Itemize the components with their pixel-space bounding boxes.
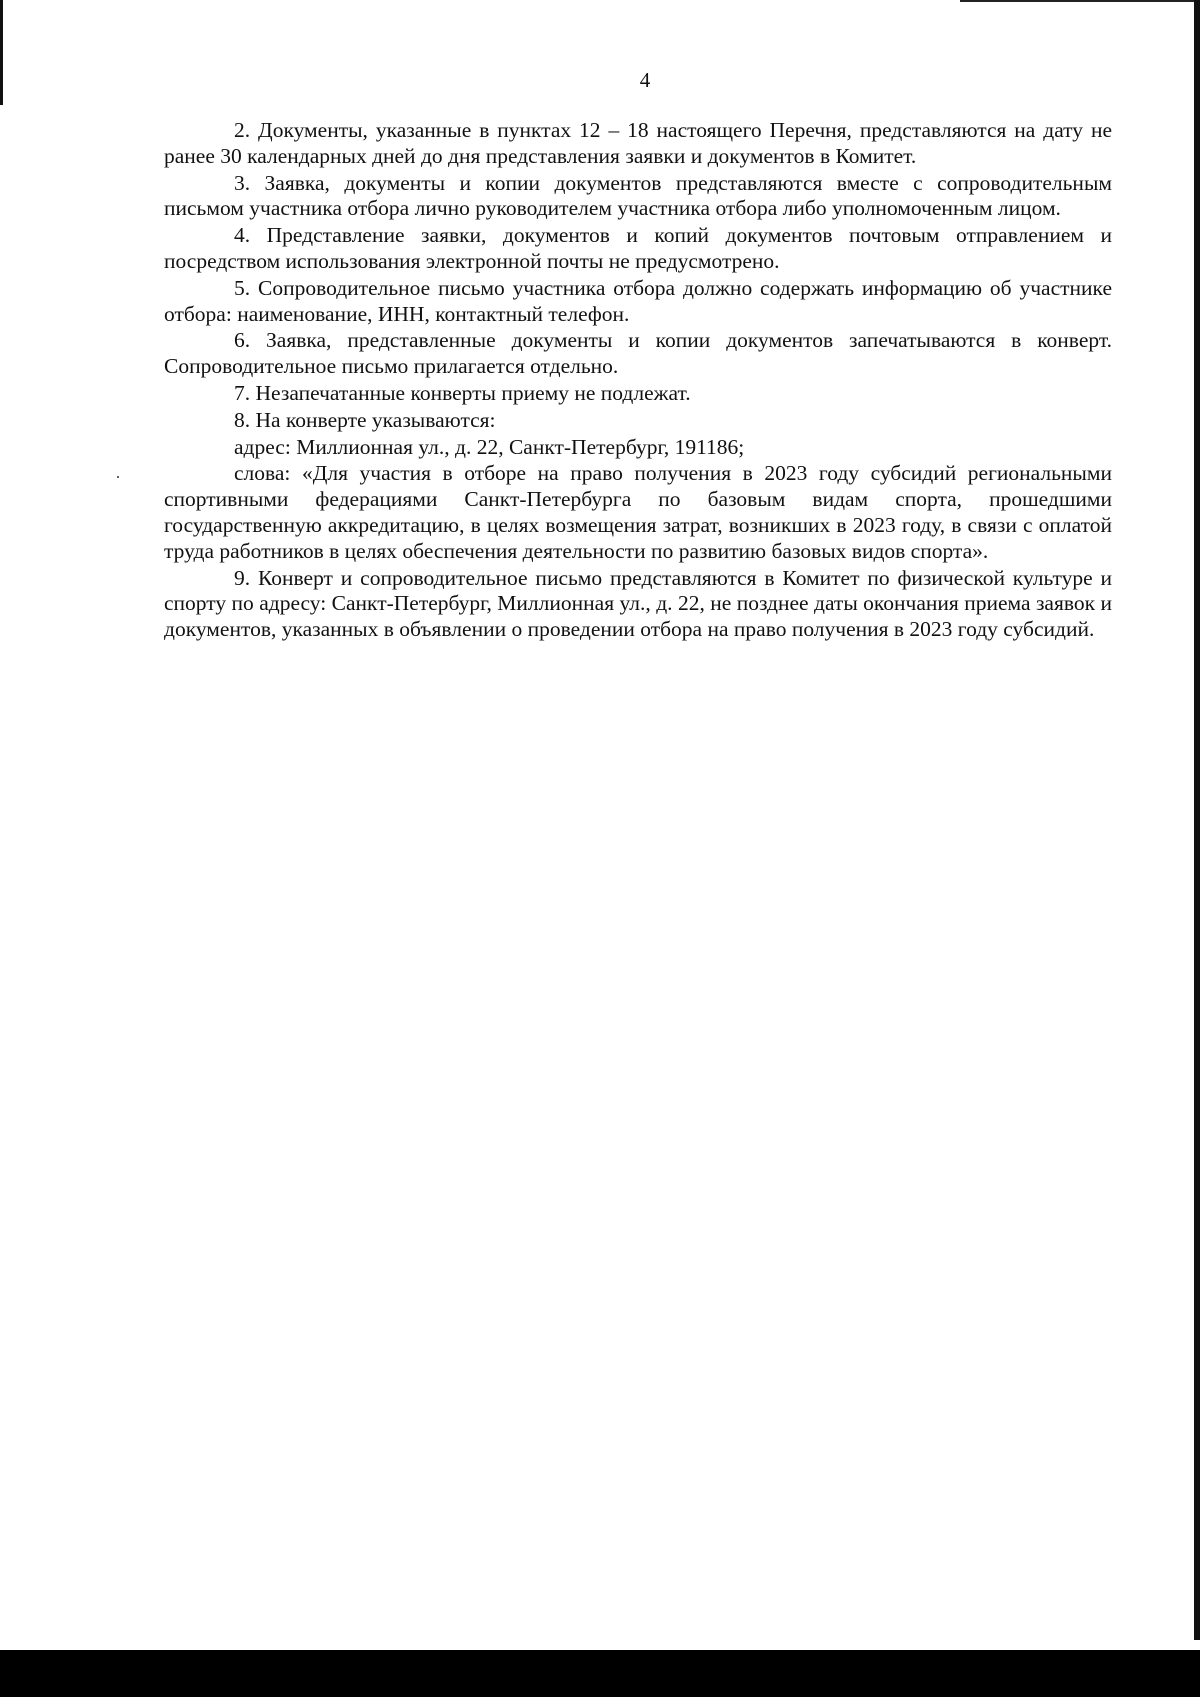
envelope-words: слова: «Для участия в отборе на право получения в 2023 году субсидий региональными спортивными федерациями Санкт-Петербурга по базовым видам спорта, прошедшими государственную аккредитацию, в целях возмещения затрат, возникших в 2023 году, в связи с оплатой труда работников в целях обеспечения деятельности по развитию базовых видов спорта». [164, 461, 1112, 563]
scan-speck [117, 476, 119, 478]
paragraph-2: 2. Документы, указанные в пунктах 12 – 18 настоящего Перечня, представляются на дату не ранее 30 календарных дней до дня представления заявки и документов в Комитет. [164, 118, 1112, 168]
paragraph-8: 8. На конверте указываются: [234, 407, 496, 432]
scan-edge-right [1194, 0, 1200, 1640]
page-number: 4 [639, 68, 651, 92]
scan-edge-top [960, 0, 1200, 2]
paragraph-5: 5. Сопроводительное письмо участника отбора должно содержать информацию об участнике отбора: наименование, ИНН, контактный телефон. [164, 275, 1112, 326]
paragraph-9: 9. Конверт и сопроводительное письмо представляются в Комитет по физической культуре и спорту по адресу: Санкт-Петербург, Миллионная ул., д. 22, не позднее даты окончания приема заявок и документов, указанных в объявлении о проведении отбора на право получения в 2023 году субсидий. [164, 565, 1112, 642]
envelope-address: адрес: Миллионная ул., д. 22, Санкт-Петербург, 191186; [234, 434, 745, 459]
body-text [164, 118, 1112, 643]
paragraph-6: 6. Заявка, представленные документы и копии документов запечатываются в конверт. Сопроводительное письмо прилагается отдельно. [164, 328, 1112, 379]
paragraph-7: 7. Незапечатанные конверты приему не подлежат. [234, 380, 691, 405]
paragraph-4: 4. Представление заявки, документов и копий документов почтовым отправлением и посредством использования электронной почты не предусмотрено. [164, 223, 1112, 273]
paragraph-3: 3. Заявка, документы и копии документов представляются вместе с сопроводительным письмом участника отбора лично руководителем участника отбора либо уполномоченным лицом. [164, 170, 1112, 221]
scan-bottom-band [0, 1650, 1200, 1697]
